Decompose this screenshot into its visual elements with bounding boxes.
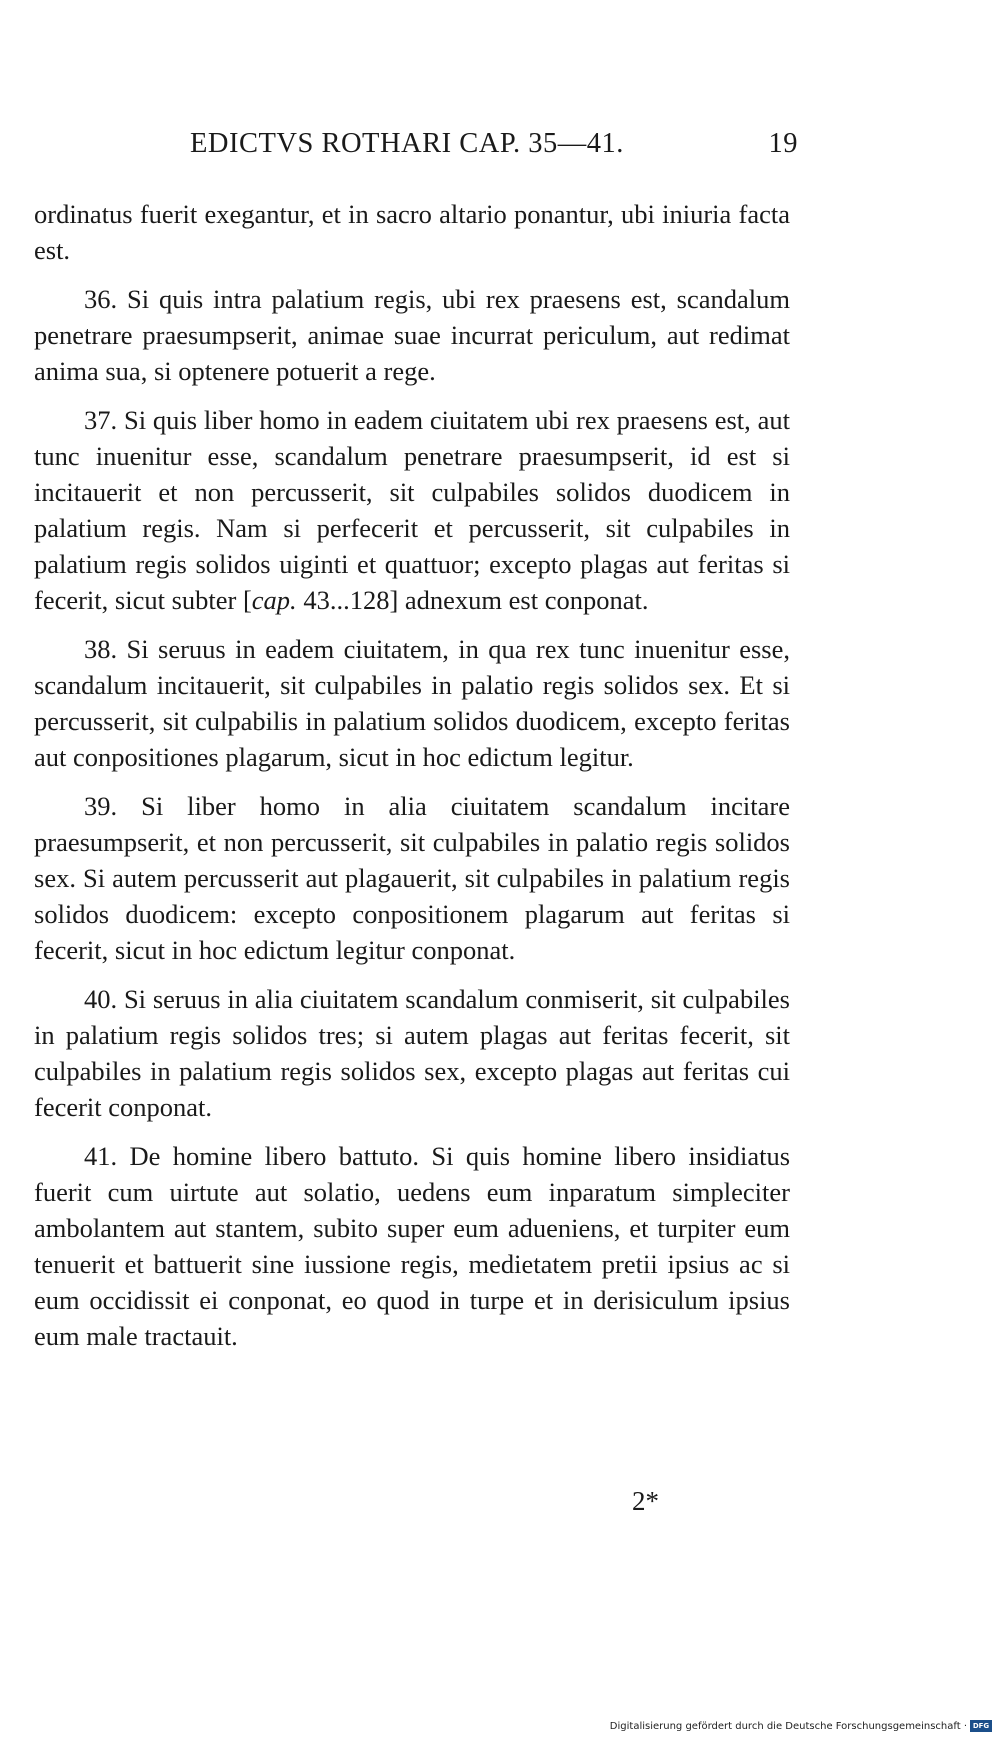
digitization-footer xyxy=(610,1718,992,1734)
footer-text: Digitalisierung gefördert durch die Deutsche Forschungsgemeinschaft · xyxy=(609,1720,967,1732)
dfg-logo-icon: DFG xyxy=(970,1720,992,1732)
paragraph-text: Si seruus in eadem ciuitatem, in qua rex tunc inuenitur esse, scandalum incitauerit, sit culpabiles in palatio regis solidos sex. Et si percusserit, sit culpabilis in palatium solidos duodicem, excepto feritas aut conpositiones plagarum, sicut in hoc edictum legitur. xyxy=(34,634,790,772)
chapter-41 xyxy=(34,1138,790,1354)
chapter-38 xyxy=(34,631,790,775)
cross-reference-italic: cap. xyxy=(251,585,297,615)
body-text xyxy=(34,196,790,1367)
cross-reference-rest: 43...128] adnexum est conponat. xyxy=(296,585,649,615)
chapter-number: 40. xyxy=(84,984,118,1014)
chapter-number: 39. xyxy=(84,791,118,821)
chapter-36 xyxy=(34,281,790,389)
paragraph-text: Si quis liber homo in eadem ciuitatem ubi rex praesens est, aut tunc inuenitur esse, scandalum penetrare praesumpserit, id est si incitauerit et non percusserit, sit culpabiles solidos duodicem in palatium regis. Nam si perfecerit et percusserit, sit culpabiles in palatium regis solidos uiginti et quattuor; excepto plagas aut feritas si fecerit, sicut subter [ xyxy=(34,405,790,615)
chapter-number: 41. xyxy=(84,1141,118,1171)
paragraph-text: Si quis intra palatium regis, ubi rex praesens est, scandalum penetrare praesumpserit, animae suae incurrat periculum, aut redimat anima sua, si optenere potuerit a rege. xyxy=(34,284,790,386)
signature-mark: 2* xyxy=(632,1486,659,1516)
chapter-number: 37. xyxy=(84,405,118,435)
paragraph-text: Si liber homo in alia ciuitatem scandalum incitare praesumpserit, et non percusserit, sit culpabiles in palatio regis solidos sex. Si autem percusserit aut plagauerit, sit culpabiles in palatium regis solidos duodicem: excepto conpositionem plagarum aut feritas si fecerit, sicut in hoc edictum legitur conponat. xyxy=(34,791,790,965)
chapter-37 xyxy=(34,402,790,618)
page-number: 19 xyxy=(768,128,798,159)
paragraph-text: ordinatus fuerit exegantur, et in sacro altario ponantur, ubi iniuria facta est. xyxy=(34,199,790,265)
running-head xyxy=(190,128,798,172)
paragraph-text: Si seruus in alia ciuitatem scandalum conmiserit, sit culpabiles in palatium regis solidos tres; si autem plagas aut feritas fecerit, sit culpabiles in palatium regis solidos sex, excepto plagas aut feritas cui fecerit conponat. xyxy=(34,984,790,1122)
paragraph-continuation xyxy=(34,196,790,268)
chapter-number: 38. xyxy=(84,634,118,664)
chapter-39 xyxy=(34,788,790,968)
chapter-number: 36. xyxy=(84,284,118,314)
paragraph-text: De homine libero battuto. Si quis homine libero insidiatus fuerit cum uirtute aut solatio, uedens eum inparatum simpleciter ambolantem aut stantem, subito super eum adueniens, et turpiter eum tenuerit et battuerit sine iussione regis, medietatem pretii ipsius ac si eum occidissit ei conponat, eo quod in turpe et in derisiculum ipsius eum male tractauit. xyxy=(34,1141,791,1351)
running-head-title: EDICTVS ROTHARI CAP. 35—41. xyxy=(190,128,624,159)
chapter-40 xyxy=(34,981,790,1125)
